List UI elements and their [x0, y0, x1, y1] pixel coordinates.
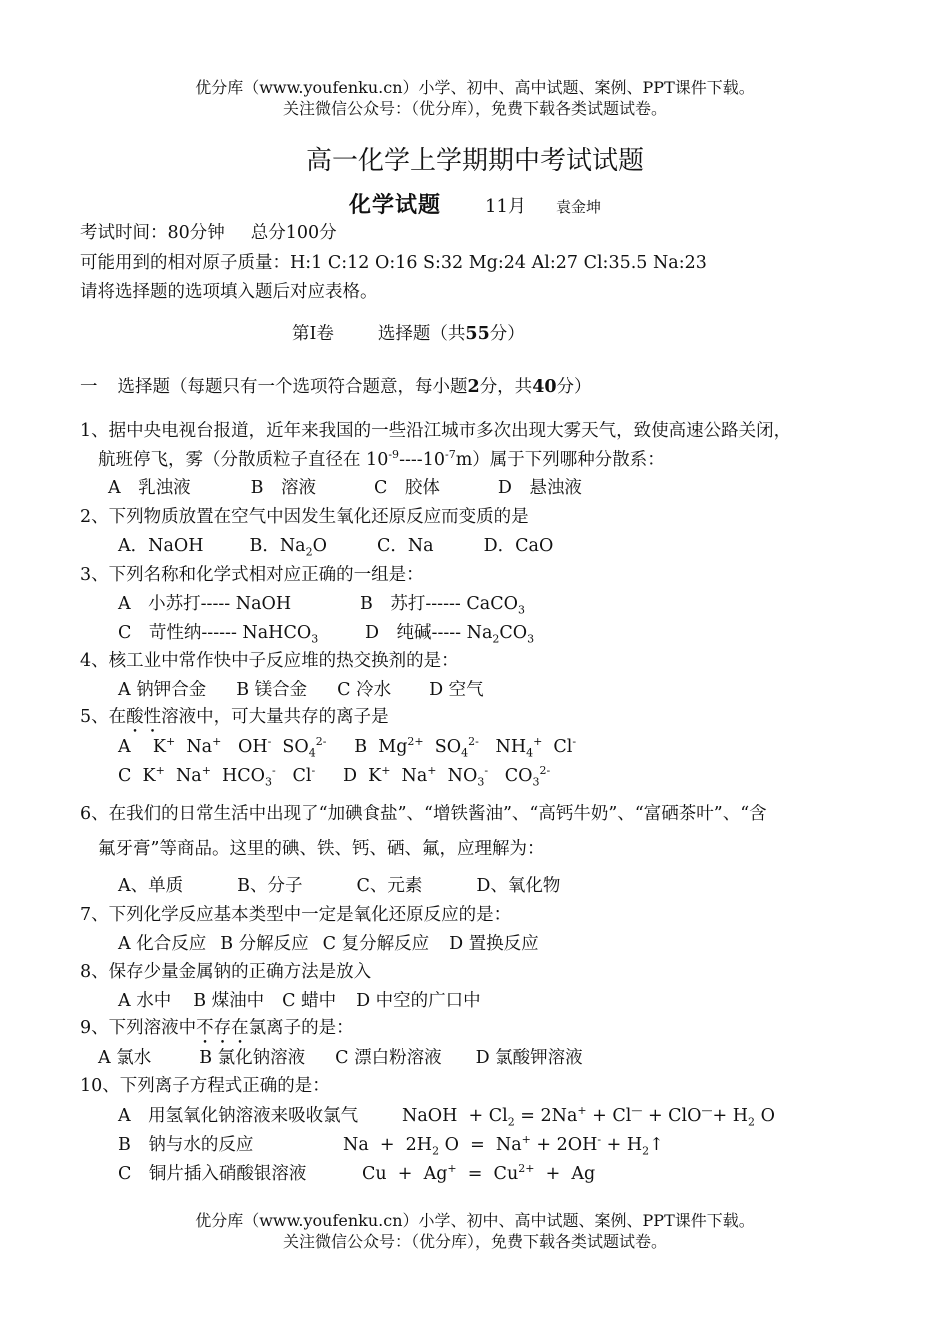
q7-option: B 分解反应 — [220, 934, 309, 954]
q6-option: B、分子 — [237, 876, 303, 896]
q1-stem-part: 航班停飞，雾（分散质粒子直径在 10 — [98, 450, 389, 470]
q3-option-d — [365, 621, 534, 645]
q3-option-c-text: C 苛性纳------ NaHCO — [118, 623, 312, 643]
q5-stem-text: 溶液中，可大量共存的离子是 — [161, 707, 389, 727]
q6-stem-line-2: 氟牙膏”等商品。这里的碘、铁、钙、硒、氟，应理解为： — [98, 839, 545, 859]
q2-option: C．Na — [376, 536, 434, 556]
footer-line-1: 优分库（www.youfenku.cn）小学、初中、高中试题、案例、PPT课件下载。 — [195, 1211, 755, 1230]
instruction: 请将选择题的选项填入题后对应表格。 — [80, 282, 378, 302]
q3-option-a: A 小苏打----- NaOH — [118, 594, 292, 614]
q5-options-line-1: A K+ Na+ OH- $SO_4^{2-}$ B $Mg^{2+}$ $SO_4^{2-}$ $NH_4^+$ Cl- — [118, 735, 577, 760]
q2-options — [118, 534, 553, 558]
q1-stem-line-1: 1、据中央电视台报道，近年来我国的一些沿江城市多次出现大雾天气，致使高速公路关闭， — [80, 421, 792, 441]
q6-stem-line-1: 6、在我们的日常生活中出现了“加碘食盐”、“增铁酱油”、“高钙牛奶”、“富硒茶叶”、“含 — [80, 804, 767, 824]
q9-option: C 漂白粉溶液 — [335, 1048, 442, 1068]
q3-option-c — [118, 621, 318, 645]
q1-options — [108, 476, 582, 500]
part-one-label: 第Ⅰ卷 — [292, 324, 334, 344]
section-title-mid: 分，共 — [479, 377, 533, 397]
q9-option: A 氯水 — [98, 1048, 152, 1068]
q5-emphasis: 酸性 — [126, 707, 162, 727]
subscript: 2 — [492, 632, 500, 646]
q10-option-c-equation: $Cu + Ag^+ = Cu^{2+} + Ag$ — [362, 1162, 596, 1184]
section-title-end: 分） — [556, 377, 592, 397]
footer-line-2: 关注微信公众号：（优分库），免费下载各类试题试卷。 — [282, 1232, 667, 1251]
section-title: 选择题（每题只有一个选项符合题意，每小题 — [117, 377, 468, 397]
exam-time: 考试时间：80分钟 — [80, 223, 225, 243]
exam-time-line — [80, 221, 337, 245]
q2-option-tail: O — [312, 536, 327, 556]
q6-option: D、氧化物 — [476, 876, 561, 896]
page-title: 高一化学上学期期中考试试题 — [305, 146, 644, 176]
q7-options — [118, 932, 539, 956]
part-one-points: 55 — [465, 324, 490, 344]
q4-stem: 4、核工业中常作快中子反应堆的热交换剂的是： — [80, 651, 459, 671]
q1-option: D 悬浊液 — [497, 478, 582, 498]
q1-stem-part: ----10 — [399, 450, 445, 470]
q3-option-b-text: B 苏打------ CaCO — [360, 594, 518, 614]
q6-options — [118, 874, 560, 898]
q10-option-c-label: C 铜片插入硝酸银溶液 — [118, 1164, 307, 1184]
q5-stem-text: 5、在 — [80, 707, 127, 727]
subscript: 2 — [305, 545, 313, 559]
q8-option: D 中空的广口中 — [356, 991, 481, 1011]
header-line-2: 关注微信公众号：（优分库），免费下载各类试题试卷。 — [282, 99, 667, 118]
q9-stem-text: 氯离子的是： — [248, 1018, 354, 1038]
q8-options — [118, 989, 481, 1013]
q1-option: B 溶液 — [250, 478, 317, 498]
q3-option-d-text: D 纯碱----- Na — [365, 623, 493, 643]
q2-option: A．NaOH — [118, 536, 204, 556]
q6-option: A、单质 — [118, 876, 184, 896]
section-each-points: 2 — [467, 377, 480, 397]
q9-options — [98, 1046, 583, 1070]
q5-stem — [80, 705, 389, 737]
q6-option: C、元素 — [356, 876, 423, 896]
q2-stem: 2、下列物质放置在空气中因发生氧化还原反应而变质的是 — [80, 507, 529, 527]
section-number: 一 — [80, 377, 98, 397]
q4-option: A 钠钾合金 — [118, 680, 207, 700]
subtitle — [0, 192, 950, 220]
q1-option: A 乳浊液 — [108, 478, 191, 498]
q7-option: A 化合反应 — [118, 934, 207, 954]
atomic-masses: 可能用到的相对原子质量：H:1 C:12 O:16 S:32 Mg:24 Al:27 Cl:35.5 Na:23 — [80, 253, 707, 273]
q9-stem-text: 9、下列溶液中 — [80, 1018, 197, 1038]
q1-stem-line-2 — [98, 448, 665, 472]
subscript: 3 — [527, 632, 535, 646]
q4-option: D 空气 — [429, 680, 484, 700]
q5-options-line-2: C K+ Na+ $HCO_3^-$ Cl- D K+ Na+ $NO_3^-$ $CO_3^{2-}$ — [118, 764, 551, 789]
q2-option: D．CaO — [483, 536, 554, 556]
part-one-title-end: 分） — [489, 324, 525, 344]
q10-option-b-label: B 钠与水的反应 — [118, 1135, 254, 1155]
q3-option-d-mid: CO — [499, 623, 528, 643]
subtitle-month: 11月 — [485, 196, 526, 217]
subscript: 3 — [517, 603, 525, 617]
q9-emphasis: 不存在 — [196, 1018, 249, 1038]
q10-option-a-equation: NaOH + $Cl_2 = 2Na^+ + Cl^— + ClO^—+ H_2$ O — [402, 1104, 775, 1129]
q10-option-a-label: A 用氢氧化钠溶液来吸收氯气 — [118, 1106, 359, 1126]
q1-exponent: -7 — [444, 448, 456, 462]
q7-option: C 复分解反应 — [322, 934, 430, 954]
q4-options — [118, 678, 484, 702]
q2-option: B．Na — [249, 536, 306, 556]
q8-option: B 煤油中 — [193, 991, 265, 1011]
q4-option: C 冷水 — [337, 680, 392, 700]
q7-option: D 置换反应 — [449, 934, 539, 954]
q9-stem — [80, 1016, 354, 1048]
q1-exponent: -9 — [388, 448, 400, 462]
q10-stem: 10、下列离子方程式正确的是： — [80, 1076, 330, 1096]
subtitle-name: 化学试题 — [349, 192, 442, 218]
subtitle-author: 袁金坤 — [555, 198, 601, 216]
header-line-1: 优分库（www.youfenku.cn）小学、初中、高中试题、案例、PPT课件下载。 — [195, 78, 755, 97]
section-total-points: 40 — [532, 377, 557, 397]
q9-option: D 氯酸钾溶液 — [475, 1048, 583, 1068]
part-one-title: 选择题（共 — [377, 324, 466, 344]
q8-stem: 8、保存少量金属钠的正确方法是放入 — [80, 962, 372, 982]
q3-stem: 3、下列名称和化学式相对应正确的一组是： — [80, 565, 424, 585]
part-one-heading — [292, 322, 525, 346]
q8-option: C 蜡中 — [282, 991, 337, 1011]
q3-option-b — [360, 592, 525, 616]
exam-total: 总分100分 — [250, 223, 337, 243]
q7-stem: 7、下列化学反应基本类型中一定是氧化还原反应的是： — [80, 905, 512, 925]
subscript: 3 — [311, 632, 319, 646]
section-one-heading — [80, 375, 592, 399]
q8-option: A 水中 — [118, 991, 172, 1011]
q4-option: B 镁合金 — [236, 680, 308, 700]
q10-option-b-equation: $Na + 2H_2$ $O = Na^+ + 2OH^- + H_2↑$ — [343, 1133, 664, 1158]
q9-option: B 氯化钠溶液 — [199, 1048, 306, 1068]
q1-stem-part: m）属于下列哪种分散系： — [455, 450, 665, 470]
q1-option: C 胶体 — [374, 478, 440, 498]
